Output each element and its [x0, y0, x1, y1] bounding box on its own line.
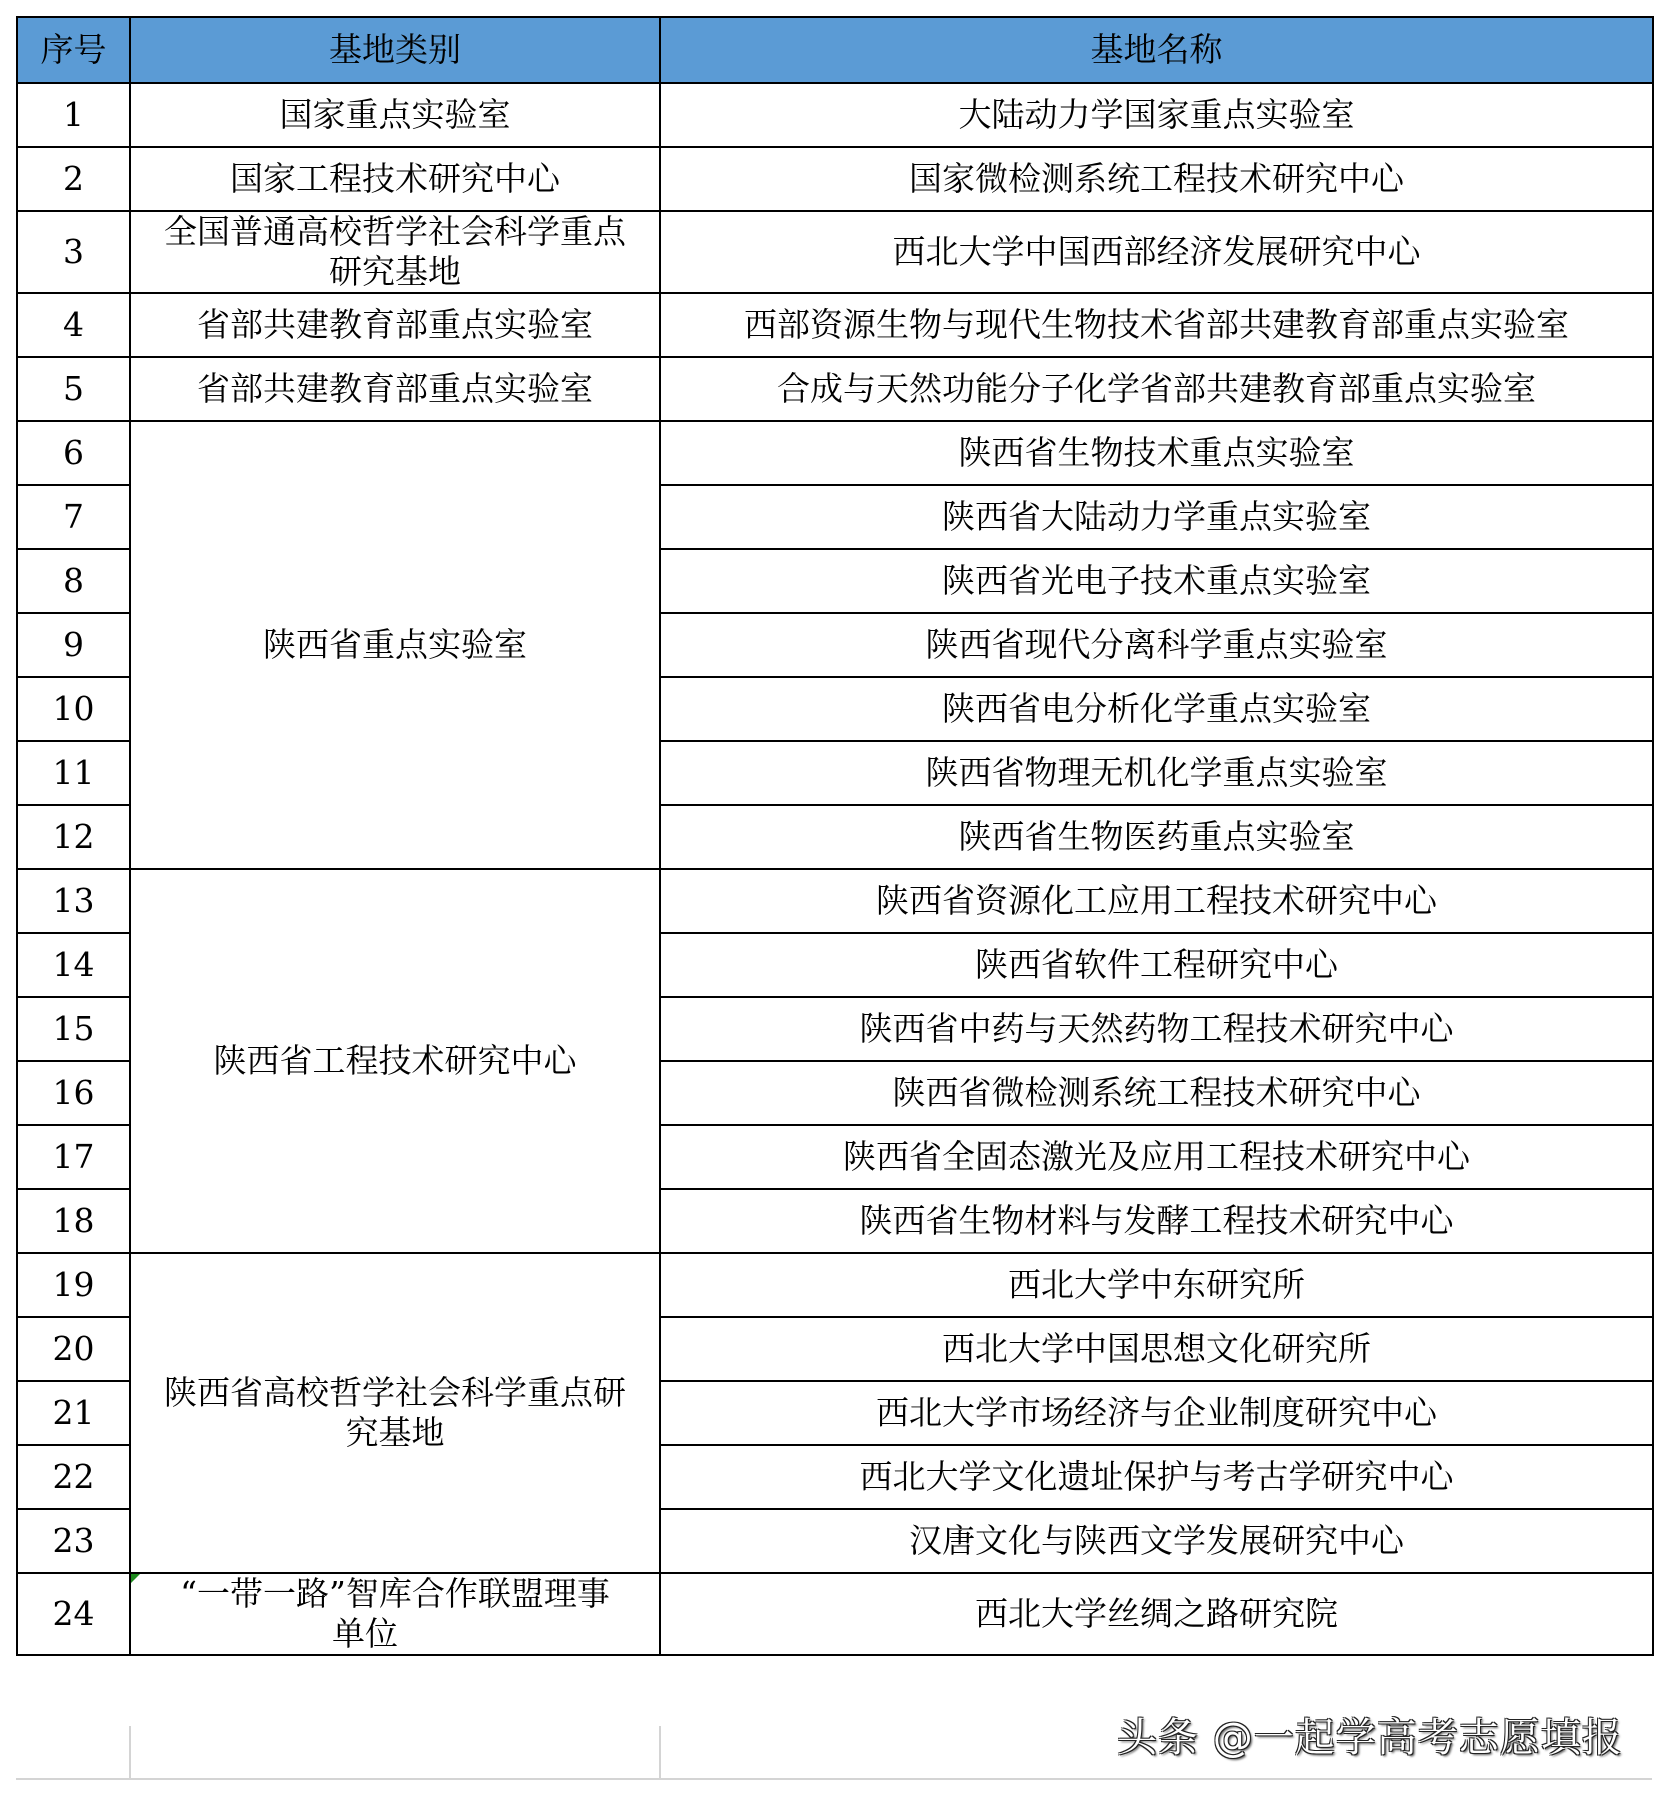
table-row	[17, 421, 1653, 485]
cell-category[interactable]: 国家重点实验室	[130, 83, 660, 147]
cell-serial[interactable]: 8	[17, 549, 130, 613]
spreadsheet	[16, 16, 1652, 1656]
cell-name[interactable]: 西北大学丝绸之路研究院	[660, 1573, 1653, 1655]
table-row	[17, 869, 1653, 933]
cell-name[interactable]: 合成与天然功能分子化学省部共建教育部重点实验室	[660, 357, 1653, 421]
gridline	[659, 1726, 661, 1778]
category-line-1: “一带一路”智库合作联盟理事	[180, 1574, 610, 1613]
cell-serial[interactable]: 19	[17, 1253, 130, 1317]
cell-name[interactable]: 陕西省光电子技术重点实验室	[660, 549, 1653, 613]
cell-serial[interactable]: 2	[17, 147, 130, 211]
cell-category[interactable]: 国家工程技术研究中心	[130, 147, 660, 211]
gridline	[129, 1726, 131, 1778]
category-line-2: 研究基地	[329, 252, 461, 291]
cell-category-merged[interactable]: 陕西省工程技术研究中心	[130, 869, 660, 1253]
cell-serial[interactable]: 21	[17, 1381, 130, 1445]
cell-name[interactable]: 陕西省微检测系统工程技术研究中心	[660, 1061, 1653, 1125]
table-row	[17, 147, 1653, 211]
category-line-1: 陕西省高校哲学社会科学重点研	[164, 1373, 626, 1412]
header-serial[interactable]: 序号	[17, 17, 130, 83]
cell-name[interactable]: 陕西省生物医药重点实验室	[660, 805, 1653, 869]
cell-category-merged[interactable]	[130, 1253, 660, 1573]
cell-serial[interactable]: 6	[17, 421, 130, 485]
category-line-2: 究基地	[345, 1413, 445, 1452]
cell-name[interactable]: 国家微检测系统工程技术研究中心	[660, 147, 1653, 211]
watermark: 头条 @一起学高考志愿填报	[1117, 1715, 1623, 1761]
table-row	[17, 211, 1653, 293]
cell-serial[interactable]: 24	[17, 1573, 130, 1655]
cell-name[interactable]: 西北大学中东研究所	[660, 1253, 1653, 1317]
cell-name[interactable]: 西北大学中国西部经济发展研究中心	[660, 211, 1653, 293]
cell-serial[interactable]: 10	[17, 677, 130, 741]
cell-name[interactable]: 陕西省大陆动力学重点实验室	[660, 485, 1653, 549]
cell-category[interactable]	[130, 1573, 660, 1655]
cell-category[interactable]	[130, 211, 660, 293]
table-row	[17, 357, 1653, 421]
cell-name[interactable]: 陕西省软件工程研究中心	[660, 933, 1653, 997]
header-row	[17, 17, 1653, 83]
cell-name[interactable]: 西北大学文化遗址保护与考古学研究中心	[660, 1445, 1653, 1509]
cell-serial[interactable]: 4	[17, 293, 130, 357]
cell-name[interactable]: 陕西省电分析化学重点实验室	[660, 677, 1653, 741]
cell-serial[interactable]: 1	[17, 83, 130, 147]
category-line-2: 单位	[332, 1614, 398, 1653]
cell-name[interactable]: 西北大学市场经济与企业制度研究中心	[660, 1381, 1653, 1445]
cell-category[interactable]: 省部共建教育部重点实验室	[130, 293, 660, 357]
cell-serial[interactable]: 20	[17, 1317, 130, 1381]
cell-serial[interactable]: 22	[17, 1445, 130, 1509]
research-bases-table	[16, 16, 1654, 1656]
cell-serial[interactable]: 13	[17, 869, 130, 933]
cell-serial[interactable]: 18	[17, 1189, 130, 1253]
cell-category-merged[interactable]: 陕西省重点实验室	[130, 421, 660, 869]
cell-serial[interactable]: 14	[17, 933, 130, 997]
table-row	[17, 293, 1653, 357]
cell-serial[interactable]: 17	[17, 1125, 130, 1189]
cell-name[interactable]: 陕西省全固态激光及应用工程技术研究中心	[660, 1125, 1653, 1189]
cell-serial[interactable]: 23	[17, 1509, 130, 1573]
cell-serial[interactable]: 7	[17, 485, 130, 549]
cell-name[interactable]: 陕西省物理无机化学重点实验室	[660, 741, 1653, 805]
header-name[interactable]: 基地名称	[660, 17, 1653, 83]
cell-name[interactable]: 陕西省生物技术重点实验室	[660, 421, 1653, 485]
table-row	[17, 1573, 1653, 1655]
cell-serial[interactable]: 5	[17, 357, 130, 421]
cell-serial[interactable]: 16	[17, 1061, 130, 1125]
cell-name[interactable]: 西北大学中国思想文化研究所	[660, 1317, 1653, 1381]
cell-serial[interactable]: 9	[17, 613, 130, 677]
cell-name[interactable]: 大陆动力学国家重点实验室	[660, 83, 1653, 147]
cell-name[interactable]: 汉唐文化与陕西文学发展研究中心	[660, 1509, 1653, 1573]
error-indicator-icon	[131, 1574, 140, 1583]
cell-name[interactable]: 陕西省中药与天然药物工程技术研究中心	[660, 997, 1653, 1061]
cell-serial[interactable]: 15	[17, 997, 130, 1061]
cell-name[interactable]: 陕西省现代分离科学重点实验室	[660, 613, 1653, 677]
cell-serial[interactable]: 3	[17, 211, 130, 293]
category-line-1: 全国普通高校哲学社会科学重点	[164, 212, 626, 251]
cell-name[interactable]: 西部资源生物与现代生物技术省部共建教育部重点实验室	[660, 293, 1653, 357]
header-category[interactable]: 基地类别	[130, 17, 660, 83]
cell-serial[interactable]: 12	[17, 805, 130, 869]
table-row	[17, 1253, 1653, 1317]
cell-name[interactable]: 陕西省生物材料与发酵工程技术研究中心	[660, 1189, 1653, 1253]
table-row	[17, 83, 1653, 147]
cell-name[interactable]: 陕西省资源化工应用工程技术研究中心	[660, 869, 1653, 933]
cell-category[interactable]: 省部共建教育部重点实验室	[130, 357, 660, 421]
cell-serial[interactable]: 11	[17, 741, 130, 805]
